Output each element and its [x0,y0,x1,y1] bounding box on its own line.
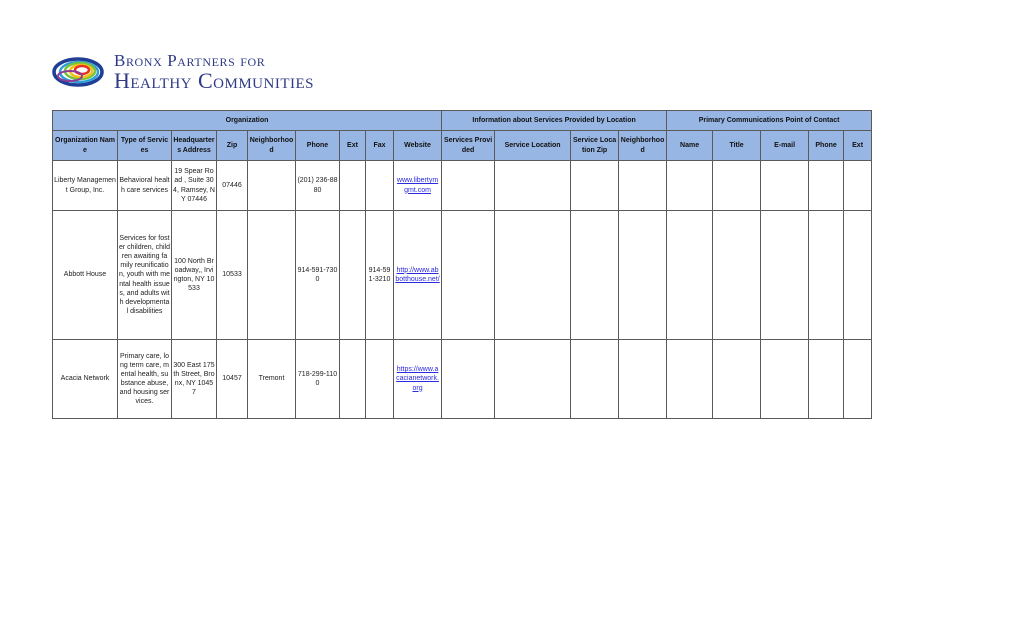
phone-cell: (201) 236-8880 [296,161,340,211]
group-header-services-info: Information about Services Provided by Location [442,111,667,131]
website-link[interactable]: www.libertymgmt.com [396,177,439,194]
address-cell: 100 North Broadway,, Irvington, NY 10533 [172,211,217,340]
column-header-fax: Fax [366,131,394,161]
column-header-website: Website [394,131,442,161]
table-row [53,211,872,340]
column-header-contact-name: Name [667,131,713,161]
column-header-contact-email: E-mail [761,131,809,161]
column-header-headquarters-address: Headquarters Address [172,131,217,161]
column-header-phone: Phone [296,131,340,161]
table-row [53,340,872,419]
address-cell: 300 East 175th Street, Bronx, NY 10457 [172,340,217,419]
neighborhood-cell: Tremont [248,340,296,419]
column-header-contact-title: Title [713,131,761,161]
column-header-zip: Zip [217,131,248,161]
fax-cell: 914-591-3210 [366,211,394,340]
fax-cell [366,340,394,419]
website-cell [394,211,442,340]
zip-cell: 10457 [217,340,248,419]
ext-cell [340,340,366,419]
logo-text-line1: Bronx Partners for [114,51,266,70]
group-header-organization: Organization [53,111,442,131]
logo [52,52,314,92]
column-header-neighborhood: Neighborhood [248,131,296,161]
swirl-logo-icon [52,54,104,90]
type-cell: Behavioral health care services [118,161,172,211]
website-cell [394,161,442,211]
column-header-contact-phone: Phone [809,131,844,161]
column-header-organization-name: Organization Name [53,131,118,161]
column-header-services-provided: Services Provided [442,131,495,161]
column-header-contact-ext: Ext [844,131,872,161]
table-row [53,161,872,211]
phone-cell: 914-591-7300 [296,211,340,340]
zip-cell: 10533 [217,211,248,340]
neighborhood-cell [248,211,296,340]
ext-cell [340,161,366,211]
org-name-cell: Acacia Network [53,340,118,419]
fax-cell [366,161,394,211]
type-cell: Primary care, long term care, mental health, substance abuse, and housing services. [118,340,172,419]
column-header-ext: Ext [340,131,366,161]
column-header-service-neighborhood: Neighborhood [619,131,667,161]
org-name-cell: Abbott House [53,211,118,340]
column-header-service-location-zip: Service Location Zip [571,131,619,161]
org-name-cell: Liberty Management Group, Inc. [53,161,118,211]
type-cell: Services for foster children, children awaiting family reunification, youth with mental health issues, and adults with developmental disabilities [118,211,172,340]
website-cell [394,340,442,419]
zip-cell: 07446 [217,161,248,211]
organization-table [52,110,872,419]
website-link[interactable]: http://www.abbotthouse.net/ [395,266,440,283]
phone-cell: 718-299-1100 [296,340,340,419]
column-header-service-location: Service Location [495,131,571,161]
group-header-contact: Primary Communications Point of Contact [667,111,872,131]
address-cell: 19 Spear Road , Suite 304, Ramsey, NY 07446 [172,161,217,211]
column-header-type-of-services: Type of Services [118,131,172,161]
logo-text-line2: Healthy Communities [114,68,314,93]
ext-cell [340,211,366,340]
neighborhood-cell [248,161,296,211]
website-link[interactable]: https://www.acacianetwork.org [396,366,439,392]
